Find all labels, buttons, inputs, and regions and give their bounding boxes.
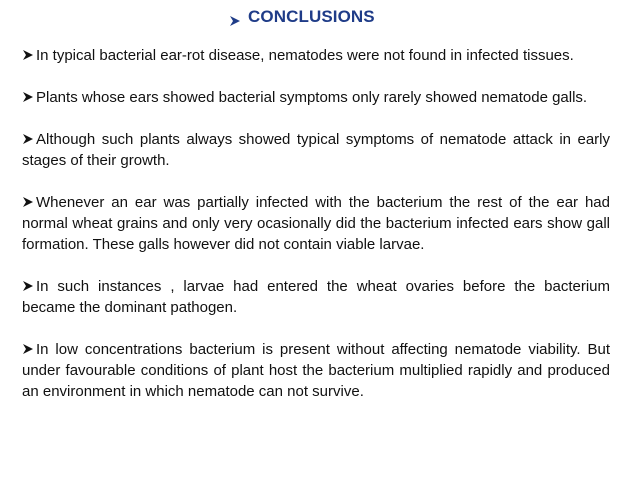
arrow-bullet-icon <box>22 193 34 205</box>
conclusion-text: In low concentrations bacterium is present without affecting nematode viability. But under favourable conditions of plant host the bacterium multiplied rapidly and produced an environment in which nematode can not survive. <box>22 341 610 400</box>
arrow-bullet-icon <box>229 12 241 24</box>
conclusion-item <box>22 192 610 255</box>
conclusion-text: Whenever an ear was partially infected with the bacterium the rest of the ear had normal wheat grains and only very ocasionally did the bacterium infected ears show gall formation. These galls however did not contain viable larvae. <box>22 194 610 253</box>
arrow-bullet-icon <box>22 46 34 58</box>
conclusion-item <box>22 87 610 108</box>
conclusion-text: Although such plants always showed typical symptoms of nematode attack in early stages of their growth. <box>22 131 610 169</box>
conclusions-list <box>22 45 610 423</box>
arrow-bullet-icon <box>22 277 34 289</box>
slide-title-row <box>229 6 375 28</box>
conclusion-item <box>22 45 610 66</box>
conclusion-text: Plants whose ears showed bacterial symptoms only rarely showed nematode galls. <box>36 89 588 106</box>
conclusion-item <box>22 129 610 171</box>
slide-title: CONCLUSIONS <box>248 7 375 26</box>
conclusion-text: In such instances , larvae had entered the wheat ovaries before the bacterium became the dominant pathogen. <box>22 278 610 316</box>
arrow-bullet-icon <box>22 340 34 352</box>
arrow-bullet-icon <box>22 88 34 100</box>
conclusion-item <box>22 339 610 402</box>
arrow-bullet-icon <box>22 130 34 142</box>
conclusion-text: In typical bacterial ear-rot disease, nematodes were not found in infected tissues. <box>36 47 574 64</box>
conclusion-item <box>22 276 610 318</box>
